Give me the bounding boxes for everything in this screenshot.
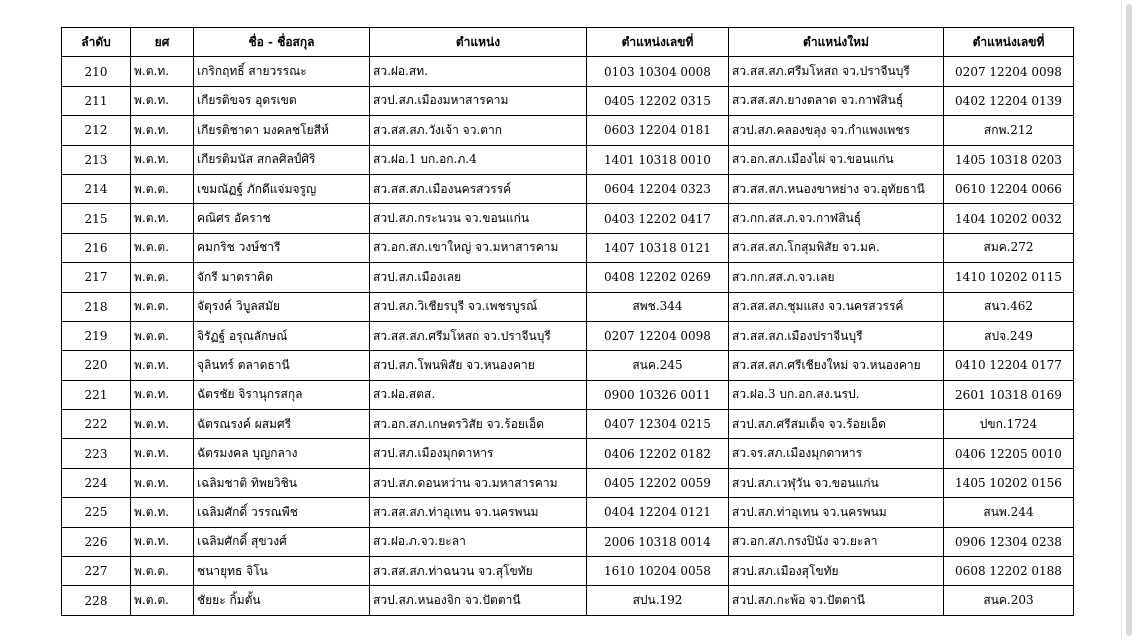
cell-position: สว.สส.สภ.วังเจ้า จว.ตาก — [370, 116, 587, 145]
cell-name: เกียรติขจร อุดรเขต — [194, 86, 370, 115]
cell-new-position: สว.กก.สส.ภ.จว.กาฬสินธุ์ — [729, 204, 944, 233]
cell-position: สวป.สภ.เมืองมหาสารคาม — [370, 86, 587, 115]
cell-new-position-number: สกพ.212 — [944, 116, 1074, 145]
cell-new-position-number: 0406 12205 0010 — [944, 439, 1074, 468]
cell-position: สวป.สภ.เมืองมุกดาหาร — [370, 439, 587, 468]
cell-order: 222 — [62, 410, 131, 439]
cell-position-number: 0406 12202 0182 — [587, 439, 729, 468]
cell-name: คณิศร อัคราช — [194, 204, 370, 233]
cell-position: สว.ฝอ.1 บก.อก.ภ.4 — [370, 145, 587, 174]
cell-order: 215 — [62, 204, 131, 233]
header-row — [62, 28, 1074, 57]
cell-new-position: สวป.สภ.เวฬุวัน จว.ขอนแก่น — [729, 468, 944, 497]
table-row — [62, 468, 1074, 497]
cell-new-position-number: 0608 12202 0188 — [944, 557, 1074, 586]
cell-rank: พ.ต.ต. — [131, 321, 194, 350]
cell-rank: พ.ต.ท. — [131, 498, 194, 527]
table-row — [62, 233, 1074, 262]
cell-rank: พ.ต.ท. — [131, 86, 194, 115]
cell-name: ชนายุทธ จิโน — [194, 557, 370, 586]
cell-position: สวป.สภ.ดอนหว่าน จว.มหาสารคาม — [370, 468, 587, 497]
cell-new-position-number: 0610 12204 0066 — [944, 174, 1074, 203]
cell-rank: พ.ต.ท. — [131, 351, 194, 380]
table-row — [62, 439, 1074, 468]
cell-name: คมกริช วงษ์ชารี — [194, 233, 370, 262]
cell-position: สว.สส.สภ.เมืองนครสวรรค์ — [370, 174, 587, 203]
cell-position-number: 1401 10318 0010 — [587, 145, 729, 174]
header-new-position: ตำแหน่งใหม่ — [729, 28, 944, 57]
cell-position: สวป.สภ.เมืองเลย — [370, 263, 587, 292]
cell-position-number: 0405 12202 0059 — [587, 468, 729, 497]
cell-position: สว.ฝอ.สตส. — [370, 380, 587, 409]
cell-new-position-number: 0207 12204 0098 — [944, 57, 1074, 86]
cell-rank: พ.ต.ท. — [131, 439, 194, 468]
cell-position-number: 0900 10326 0011 — [587, 380, 729, 409]
table-row — [62, 204, 1074, 233]
cell-rank: พ.ต.ท. — [131, 145, 194, 174]
cell-order: 227 — [62, 557, 131, 586]
table-row — [62, 586, 1074, 615]
cell-new-position: สว.อก.สภ.เมืองไผ่ จว.ขอนแก่น — [729, 145, 944, 174]
cell-rank: พ.ต.ท. — [131, 468, 194, 497]
cell-position: สว.สส.สภ.ศรีมโหสถ จว.ปราจีนบุรี — [370, 321, 587, 350]
header-name: ชื่อ - ชื่อสกุล — [194, 28, 370, 57]
scrollbar-thumb[interactable] — [1126, 4, 1132, 636]
cell-position: สวป.สภ.วิเชียรบุรี จว.เพชรบูรณ์ — [370, 292, 587, 321]
cell-name: เกียรติชาดา มงคลชโยสีห์ — [194, 116, 370, 145]
cell-position-number: 0207 12204 0098 — [587, 321, 729, 350]
cell-order: 216 — [62, 233, 131, 262]
cell-rank: พ.ต.ท. — [131, 57, 194, 86]
cell-order: 212 — [62, 116, 131, 145]
cell-order: 223 — [62, 439, 131, 468]
cell-position-number: 0405 12202 0315 — [587, 86, 729, 115]
cell-position-number: 2006 10318 0014 — [587, 527, 729, 556]
cell-new-position-number: 1405 10202 0156 — [944, 468, 1074, 497]
cell-order: 228 — [62, 586, 131, 615]
cell-name: จักรี มาตราคิด — [194, 263, 370, 292]
cell-new-position: สวป.สภ.กะพ้อ จว.ปัตตานี — [729, 586, 944, 615]
cell-name: จิรัฏฐ์ อรุณลักษณ์ — [194, 321, 370, 350]
cell-new-position: สวป.สภ.เมืองสุโขทัย — [729, 557, 944, 586]
cell-name: เฉลิมศักดิ์ วรรณพืช — [194, 498, 370, 527]
cell-new-position-number: สนว.462 — [944, 292, 1074, 321]
cell-rank: พ.ต.ต. — [131, 174, 194, 203]
cell-order: 225 — [62, 498, 131, 527]
table-row — [62, 498, 1074, 527]
cell-order: 211 — [62, 86, 131, 115]
cell-order: 217 — [62, 263, 131, 292]
cell-rank: พ.ต.ต. — [131, 586, 194, 615]
table-row — [62, 557, 1074, 586]
cell-position-number: สพช.344 — [587, 292, 729, 321]
cell-position: สว.อก.สภ.เกษตรวิสัย จว.ร้อยเอ็ด — [370, 410, 587, 439]
cell-position-number: สปน.192 — [587, 586, 729, 615]
cell-position-number: 0103 10304 0008 — [587, 57, 729, 86]
table-row — [62, 145, 1074, 174]
table-row — [62, 57, 1074, 86]
cell-rank: พ.ต.ต. — [131, 557, 194, 586]
cell-name: จุลินทร์ ตลาดธานี — [194, 351, 370, 380]
cell-new-position-number: สนค.203 — [944, 586, 1074, 615]
cell-position: สว.ฝอ.สท. — [370, 57, 587, 86]
header-rank: ยศ — [131, 28, 194, 57]
table-row — [62, 86, 1074, 115]
cell-name: เกริกฤทธิ์ สายวรรณะ — [194, 57, 370, 86]
cell-name: จัตุรงค์ วิบูลสมัย — [194, 292, 370, 321]
table-body — [62, 57, 1074, 615]
table-row — [62, 116, 1074, 145]
cell-position-number: สนค.245 — [587, 351, 729, 380]
table-row — [62, 292, 1074, 321]
cell-new-position: สวป.สภ.ศรีสมเด็จ จว.ร้อยเอ็ด — [729, 410, 944, 439]
cell-new-position-number: ปขก.1724 — [944, 410, 1074, 439]
cell-order: 221 — [62, 380, 131, 409]
table-row — [62, 410, 1074, 439]
vertical-scrollbar[interactable] — [1121, 0, 1136, 640]
cell-new-position: สว.สส.สภ.ศรีเชียงใหม่ จว.หนองคาย — [729, 351, 944, 380]
cell-position: สว.ฝอ.ภ.จว.ยะลา — [370, 527, 587, 556]
cell-position: สวป.สภ.โพนพิสัย จว.หนองคาย — [370, 351, 587, 380]
personnel-table — [61, 27, 1074, 616]
cell-position-number: 0408 12202 0269 — [587, 263, 729, 292]
cell-name: ฉัตรมงคล บุญกลาง — [194, 439, 370, 468]
table-row — [62, 321, 1074, 350]
cell-new-position-number: 1405 10318 0203 — [944, 145, 1074, 174]
cell-rank: พ.ต.ท. — [131, 380, 194, 409]
cell-new-position-number: 1410 10202 0115 — [944, 263, 1074, 292]
cell-rank: พ.ต.ท. — [131, 410, 194, 439]
cell-rank: พ.ต.ท. — [131, 527, 194, 556]
cell-order: 224 — [62, 468, 131, 497]
cell-position-number: 1610 10204 0058 — [587, 557, 729, 586]
cell-new-position: สวป.สภ.ท่าอุเทน จว.นครพนม — [729, 498, 944, 527]
cell-new-position-number: 0906 12304 0238 — [944, 527, 1074, 556]
cell-new-position: สว.กก.สส.ภ.จว.เลย — [729, 263, 944, 292]
cell-new-position-number: 0402 12204 0139 — [944, 86, 1074, 115]
cell-new-position-number: 2601 10318 0169 — [944, 380, 1074, 409]
cell-new-position: สว.สส.สภ.ศรีมโหสถ จว.ปราจีนบุรี — [729, 57, 944, 86]
cell-order: 213 — [62, 145, 131, 174]
cell-position-number: 0404 12204 0121 — [587, 498, 729, 527]
cell-position: สวป.สภ.กระนวน จว.ขอนแก่น — [370, 204, 587, 233]
cell-position-number: 0604 12204 0323 — [587, 174, 729, 203]
cell-new-position: สว.สส.สภ.โกสุมพิสัย จว.มค. — [729, 233, 944, 262]
cell-rank: พ.ต.ท. — [131, 116, 194, 145]
header-order: ลำดับ — [62, 28, 131, 57]
cell-rank: พ.ต.ต. — [131, 263, 194, 292]
cell-rank: พ.ต.ต. — [131, 233, 194, 262]
cell-order: 214 — [62, 174, 131, 203]
cell-position-number: 1407 10318 0121 — [587, 233, 729, 262]
cell-order: 226 — [62, 527, 131, 556]
cell-new-position-number: สมค.272 — [944, 233, 1074, 262]
cell-order: 210 — [62, 57, 131, 86]
cell-new-position: สว.สส.สภ.เมืองปราจีนบุรี — [729, 321, 944, 350]
cell-rank: พ.ต.ท. — [131, 204, 194, 233]
cell-new-position-number: สปจ.249 — [944, 321, 1074, 350]
cell-order: 219 — [62, 321, 131, 350]
cell-new-position-number: 0410 12204 0177 — [944, 351, 1074, 380]
cell-new-position: สว.สส.สภ.ชุมแสง จว.นครสวรรค์ — [729, 292, 944, 321]
cell-order: 218 — [62, 292, 131, 321]
cell-position: สว.อก.สภ.เขาใหญ่ จว.มหาสารคาม — [370, 233, 587, 262]
cell-name: ฉัตรชัย จิรานุกรสกุล — [194, 380, 370, 409]
cell-new-position: สวป.สภ.คลองขลุง จว.กำแพงเพชร — [729, 116, 944, 145]
table-row — [62, 380, 1074, 409]
table-row — [62, 527, 1074, 556]
cell-new-position-number: 1404 10202 0032 — [944, 204, 1074, 233]
table-row — [62, 263, 1074, 292]
cell-name: ชัยยะ กิ้มตั้น — [194, 586, 370, 615]
cell-name: เฉลิมศักดิ์ สุขวงศ์ — [194, 527, 370, 556]
cell-new-position: สว.สส.สภ.ยางตลาด จว.กาฬสินธุ์ — [729, 86, 944, 115]
table-row — [62, 174, 1074, 203]
cell-new-position: สว.อก.สภ.กรงปินัง จว.ยะลา — [729, 527, 944, 556]
cell-name: เขมณัฏฐ์ ภักดีแจ่มจรูญ — [194, 174, 370, 203]
cell-new-position: สว.จร.สภ.เมืองมุกดาหาร — [729, 439, 944, 468]
cell-new-position: สว.สส.สภ.หนองขาหย่าง จว.อุทัยธานี — [729, 174, 944, 203]
cell-position-number: 0603 12204 0181 — [587, 116, 729, 145]
cell-new-position-number: สนพ.244 — [944, 498, 1074, 527]
cell-position: สวป.สภ.หนองจิก จว.ปัตตานี — [370, 586, 587, 615]
cell-new-position: สว.ฝอ.3 บก.อก.สง.นรป. — [729, 380, 944, 409]
cell-rank: พ.ต.ต. — [131, 292, 194, 321]
cell-name: ฉัตรณรงค์ ผสมศรี — [194, 410, 370, 439]
header-new-position-number: ตำแหน่งเลขที่ — [944, 28, 1074, 57]
cell-order: 220 — [62, 351, 131, 380]
cell-position-number: 0403 12202 0417 — [587, 204, 729, 233]
header-position: ตำแหน่ง — [370, 28, 587, 57]
cell-name: เกียรติมนัส สกลศิลป์ศิริ — [194, 145, 370, 174]
table-row — [62, 351, 1074, 380]
cell-position-number: 0407 12304 0215 — [587, 410, 729, 439]
cell-position: สว.สส.สภ.ท่าอุเทน จว.นครพนม — [370, 498, 587, 527]
header-position-number: ตำแหน่งเลขที่ — [587, 28, 729, 57]
cell-position: สว.สส.สภ.ท่าฉนวน จว.สุโขทัย — [370, 557, 587, 586]
cell-name: เฉลิมชาติ ทิพยวิชิน — [194, 468, 370, 497]
